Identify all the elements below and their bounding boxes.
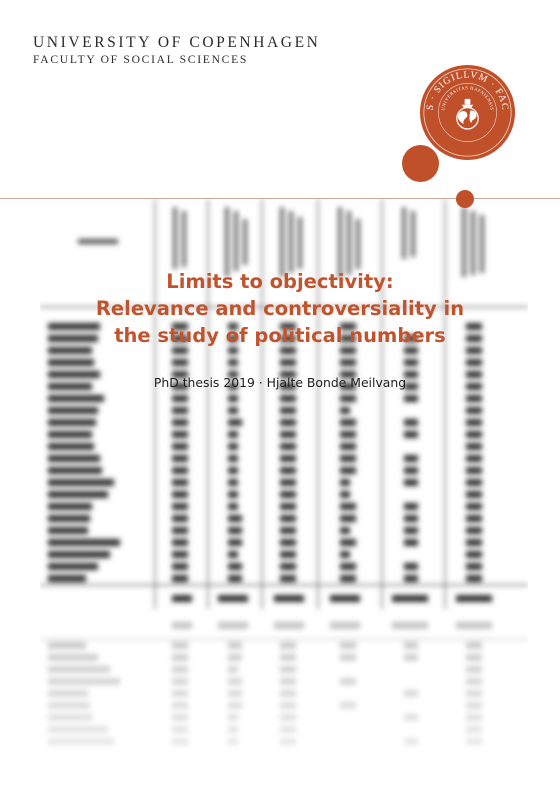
university-seal-logo <box>419 64 516 161</box>
thesis-subtitle: PhD thesis 2019 · Hjalte Bonde Meilvang <box>153 375 407 390</box>
title-line-2: Relevance and controversiality in <box>95 297 465 320</box>
decorative-circle-large <box>402 145 439 182</box>
svg-text:UNIVERSITAS HAFNIENSIS: UNIVERSITAS HAFNIENSIS <box>440 85 495 111</box>
title-line-1: Limits to objectivity: <box>166 270 394 293</box>
title-line-3: the study of political numbers <box>114 324 446 347</box>
decorative-circle-small <box>456 190 474 208</box>
university-name: UNIVERSITY OF COPENHAGEN <box>33 34 321 51</box>
thesis-title <box>20 268 540 349</box>
svg-text:SOCIALIS · SIGILLVM · FACULTAT: S · SIGILLVM · FAC <box>424 69 511 112</box>
faculty-name: FACULTY OF SOCIAL SCIENCES <box>33 53 249 66</box>
